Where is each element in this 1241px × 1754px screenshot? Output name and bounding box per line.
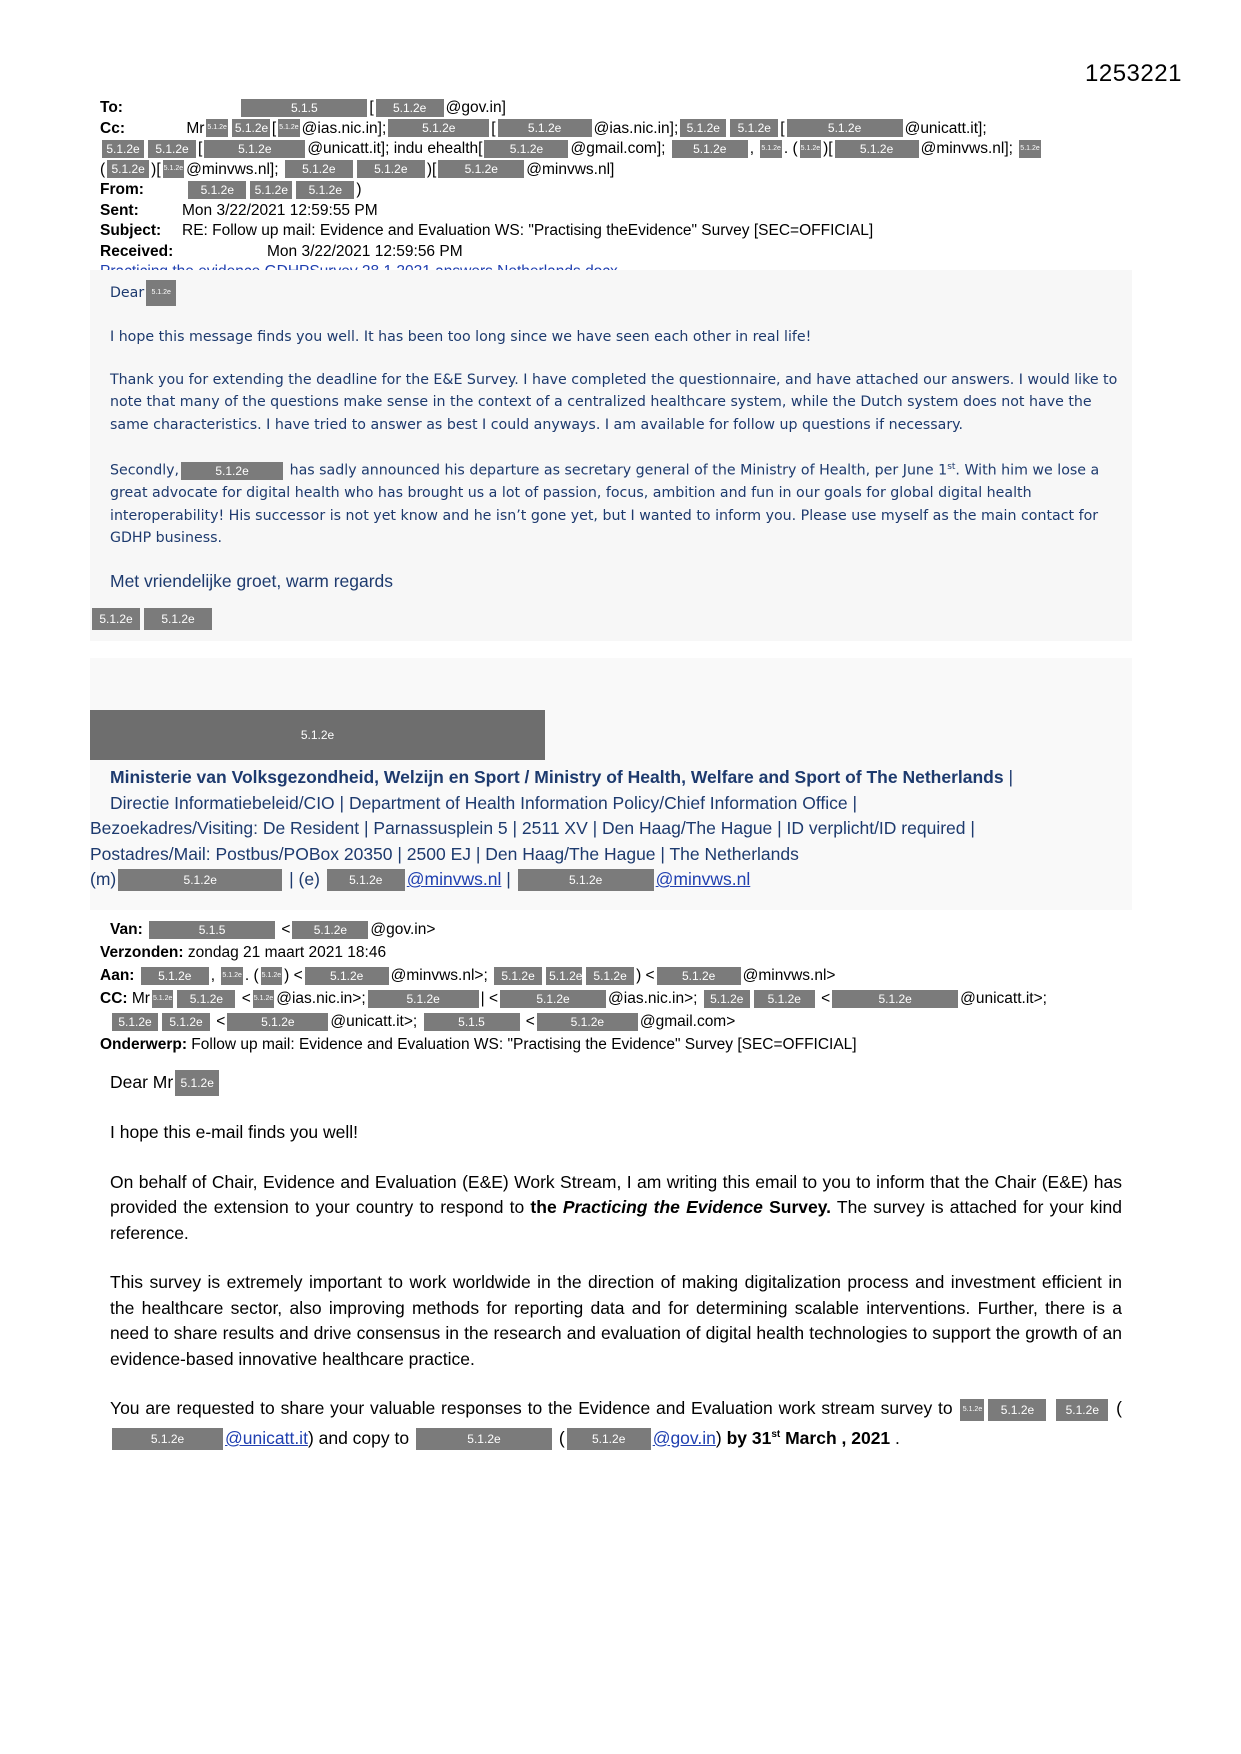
redaction-box: 5.1.2e [221, 967, 242, 985]
reply-paragraph [110, 456, 1132, 550]
redaction-box: 5.1.2e [546, 967, 582, 985]
original-paragraph: I hope this e-mail finds you well! [110, 1122, 359, 1143]
cc-row: CC: Mr 5.1.2e 5.1.2e < 5.1.2e @ias.nic.in>; 5.1.2e | < 5.1.2e @ias.nic.in>; 5.1.2e 5.1.2e < 5.1.2e @unicatt.it>; [100, 990, 1047, 1007]
to-label: To: [100, 99, 123, 116]
redaction-box: 5.1.2e [672, 140, 748, 158]
received-row [100, 242, 1140, 263]
survey-title: Practicing the Evidence [562, 1197, 763, 1218]
original-paragraph [110, 1170, 1122, 1247]
redaction-box: 5.1.2e [730, 119, 778, 137]
reply-paragraph: I hope this message finds you well. It has been too long since we have seen each other in real life! [110, 329, 812, 345]
email-label: | (e) [289, 869, 320, 889]
cc-row-3: ( 5.1.2e )[ 5.1.2e @minvws.nl]; 5.1.2e 5.1.2e )[ 5.1.2e @minvws.nl] [100, 160, 615, 178]
paragraph-text: The survey is attached for your kind reference. [110, 1197, 1122, 1243]
email-link[interactable]: @unicatt.it [225, 1427, 308, 1448]
cc-row: Cc: Mr 5.1.2e 5.1.2e [ 5.1.2e @ias.nic.in]; 5.1.2e [ 5.1.2e @ias.nic.in]; 5.1.2e 5.1.2e [ 5.1.2e @unicatt.it]; [100, 119, 1140, 140]
redaction-box: 5.1.2e [835, 140, 919, 158]
cc-address: @ias.nic.in>; [608, 990, 698, 1007]
paragraph-text: . With him we lose a great advocate for digital health who has brought us a lot of passion, focus, ambition and fun in our goals for global digital health interoperability! His successor is not yet know and he isn’t gone yet, but I wanted to inform you. Please use myself as the main contact for GDHP business. [110, 462, 1100, 547]
redaction-box: 5.1.2e [175, 1070, 219, 1096]
paragraph-text: Secondly, [110, 462, 180, 479]
redaction-box: 5.1.2e [102, 140, 144, 158]
original-paragraph: This survey is extremely important to work worldwide in the direction of making digitalization process and investment efficient in the healthcare sector, also improving methods for reporting data and for determining scalable interventions. Further, there is a need to share results and drive consensus in the research and evaluation of digital health technologies to support the growth of an evidence-based innovative healthcare practice. [110, 1272, 1122, 1369]
redaction-box: 5.1.2e [112, 1013, 158, 1031]
cc-salutation: Mr [131, 990, 150, 1007]
cc-address: @unicatt.it]; [904, 119, 987, 137]
redaction-box: 5.1.2e [494, 967, 542, 985]
redaction-box: 5.1.2e [376, 99, 444, 117]
redaction-box: 5.1.2e [988, 1399, 1046, 1421]
sent-label: Sent: [100, 201, 139, 219]
redaction-box: 5.1.5 [149, 921, 275, 939]
redaction-box: 5.1.2e [261, 967, 282, 985]
from-row: From: 5.1.2e 5.1.2e 5.1.2e ) [100, 180, 1140, 201]
redaction-box: 5.1.2e [787, 119, 903, 137]
subject-label: Subject: [100, 222, 162, 239]
redaction-box: 5.1.2e [232, 119, 270, 137]
redaction-box: 5.1.2e [107, 160, 149, 178]
redaction-box: 5.1.2e [90, 710, 545, 760]
onderwerp-label: Onderwerp: [100, 1036, 187, 1053]
redaction-box: 5.1.2e [92, 608, 140, 630]
cc-address: @gmail.com> [639, 1013, 736, 1030]
signature-text [90, 765, 1132, 893]
cc-address: @unicatt.it>; [330, 1013, 418, 1030]
onderwerp-value: Follow up mail: Evidence and Evaluation WS: "Practising the Evidence" Survey [SEC=OFFICIAL] [191, 1036, 857, 1053]
redaction-box: 5.1.2e [567, 1428, 651, 1450]
cc-address: @gmail.com]; [570, 140, 666, 157]
separator: | [1008, 767, 1014, 787]
separator: | [506, 869, 511, 889]
redaction-box: 5.1.2e [586, 967, 634, 985]
redaction-box: 5.1.2e [204, 140, 305, 158]
redaction-box: 5.1.2e [146, 280, 176, 306]
deadline-date: March , 2021 [785, 1427, 891, 1448]
redaction-box: 5.1.2e [118, 869, 282, 891]
postal-address: Postadres/Mail: Postbus/POBox 20350 | 2500 EJ | Den Haag/The Hague | The Netherlands [90, 843, 799, 864]
redaction-box: 5.1.2e [1056, 1399, 1108, 1421]
superscript: st [947, 462, 956, 472]
redaction-box: 5.1.2e [162, 1013, 210, 1031]
original-paragraph: You are requested to share your valuable responses to the Evidence and Evaluation work stream survey to 5.1.2e 5.1.2e 5.1.2e (5.1.2e @unicatt.it) and copy to 5.1.2e ( 5.1.2e @gov.in) by 31st March , 2021 . [110, 1396, 1122, 1451]
redaction-box: 5.1.2e [388, 119, 489, 137]
reply-paragraph: Thank you for extending the deadline for the E&E Survey. I have completed the questionnaire, and have attached our answers. I would like to note that many of the questions make sense in the context of a centralized healthcare system, while the Dutch system does not have the same characteristics. I have tried to answer as best I could anyways. I am available for follow up questions if necessary. [110, 371, 1118, 433]
email-link[interactable]: @gov.in [652, 1427, 716, 1448]
mobile-label: (m) [90, 869, 117, 889]
redaction-box: 5.1.2e [960, 1399, 984, 1421]
paragraph-text: . [895, 1427, 900, 1448]
reply-body [90, 270, 1132, 641]
van-row: Van: 5.1.5 < 5.1.2e @gov.in> [110, 921, 436, 938]
from-label: From: [100, 181, 144, 198]
to-row: To: 5.1.5 [ 5.1.2e @gov.in] [100, 98, 1140, 119]
redaction-box: 5.1.2e [500, 990, 606, 1008]
redaction-box: 5.1.2e [1019, 140, 1040, 158]
greeting-text: Dear Mr [110, 1072, 174, 1092]
redaction-box: 5.1.2e [285, 160, 353, 178]
bold-text: the [530, 1197, 557, 1218]
redaction-box: 5.1.2e [188, 181, 246, 199]
cc-address: @ias.nic.in]; [593, 119, 679, 137]
redaction-box: 5.1.2e [416, 1428, 552, 1450]
redaction-box: 5.1.2e [181, 462, 283, 480]
redaction-box: 5.1.2e [484, 140, 568, 158]
redaction-box: 5.1.2e [112, 1428, 223, 1450]
contact-line [90, 867, 1132, 893]
original-greeting [110, 1070, 1122, 1096]
redaction-box: 5.1.2e [278, 119, 299, 137]
redaction-box: 5.1.2e [148, 140, 196, 158]
email-link[interactable]: @minvws.nl [406, 869, 502, 889]
original-body [90, 1070, 1132, 1485]
redaction-box: 5.1.2e [438, 160, 524, 178]
redaction-box: 5.1.2e [368, 990, 479, 1008]
redaction-box: 5.1.2e [305, 967, 389, 985]
received-label: Received: [100, 242, 174, 260]
redaction-box: 5.1.2e [357, 160, 425, 178]
redaction-box: 5.1.2e [250, 181, 292, 199]
subject-value: RE: Follow up mail: Evidence and Evaluation WS: "Practising theEvidence" Survey [SEC=OFFICIAL] [182, 222, 874, 239]
ministry-name: Ministerie van Volksgezondheid, Welzijn en Sport / Ministry of Health, Welfare and Sport of The Netherlands [110, 767, 1004, 787]
paragraph-text: On behalf of Chair, Evidence and Evaluation (E&E) Work Stream, I am writing this email to you to inform that the Chair (E&E) has provided the extension to your country to respond to [110, 1171, 1122, 1218]
redaction-box: 5.1.2e [141, 967, 209, 985]
sent-value: Mon 3/22/2021 12:59:55 PM [182, 201, 378, 219]
received-value: Mon 3/22/2021 12:59:56 PM [267, 242, 463, 260]
redaction-box: 5.1.5 [241, 99, 367, 117]
superscript: st [771, 1428, 781, 1440]
paragraph-text: You are requested to share your valuable responses to the Evidence and Evaluation work stream survey to [110, 1398, 953, 1419]
redaction-box: 5.1.2e [657, 967, 741, 985]
forwarded-header [100, 918, 1140, 1056]
verzonden-value: zondag 21 maart 2021 18:46 [187, 944, 387, 961]
redaction-box: 5.1.2e [227, 1013, 328, 1031]
cc-address: @minvws.nl]; [186, 160, 279, 178]
cc-address: @minvws.nl]; [920, 140, 1013, 157]
email-header [100, 98, 1140, 283]
aan-address: @minvws.nl> [742, 967, 836, 984]
redaction-box: 5.1.5 [424, 1013, 520, 1031]
redaction-box: 5.1.2e [144, 608, 212, 630]
document-number: 1253221 [1085, 60, 1182, 87]
redaction-box: 5.1.2e [177, 990, 235, 1008]
paragraph-text: ) and copy to [307, 1427, 410, 1448]
redaction-box: 5.1.2e [537, 1013, 638, 1031]
bold-text: Survey. [769, 1197, 832, 1218]
department-line: Directie Informatiebeleid/CIO | Department of Health Information Policy/Chief Information Office | [110, 792, 858, 813]
cc-address: @ias.nic.in>; [276, 990, 366, 1007]
redaction-box: 5.1.2e [292, 921, 368, 939]
redaction-box: 5.1.2e [760, 140, 781, 158]
deadline-text: by 31 [726, 1427, 772, 1448]
cc-salutation: Mr [186, 119, 205, 137]
visiting-address: Bezoekadres/Visiting: De Resident | Parnassusplein 5 | 2511 XV | Den Haag/The Hague | ID verplicht/ID required | [90, 818, 975, 838]
redaction-box: 5.1.2e [832, 990, 958, 1008]
redaction-box: 5.1.2e [296, 181, 354, 199]
cc-row-2: 5.1.2e 5.1.2e < 5.1.2e @unicatt.it>; 5.1.5 < 5.1.2e @gmail.com> [100, 1010, 1140, 1033]
redaction-box: 5.1.2e [163, 160, 184, 178]
subject-row [100, 221, 1140, 242]
cc-address: @ias.nic.in]; [301, 119, 387, 137]
redaction-box: 5.1.2e [680, 119, 726, 137]
cc-address: @minvws.nl] [526, 160, 615, 178]
verzonden-label: Verzonden: [100, 944, 184, 961]
aan-label: Aan: [100, 967, 135, 984]
greeting-text: Dear [110, 285, 145, 301]
van-label: Van: [110, 921, 143, 938]
redaction-box: 5.1.2e [518, 869, 654, 891]
onderwerp-row [100, 1033, 1140, 1056]
aan-address: @minvws.nl>; [390, 967, 488, 984]
paragraph-text: has sadly announced his departure as secretary general of the Ministry of Health, per June 1 [289, 462, 948, 479]
cc-row-2: 5.1.2e 5.1.2e [ 5.1.2e @unicatt.it]; indu ehealth[ 5.1.2e @gmail.com]; 5.1.2e , 5.1.2e . ( 5.1.2e )[ 5.1.2e @minvws.nl]; 5.1.2e [100, 139, 1140, 160]
redaction-box: 5.1.2e [152, 990, 173, 1008]
cc-address: indu ehealth[ [393, 140, 483, 157]
verzonden-row [100, 941, 1140, 964]
cc-address: @unicatt.it]; [307, 140, 390, 157]
cc-label: Cc: [100, 119, 125, 137]
redaction-box: 5.1.2e [253, 990, 274, 1008]
redaction-box: 5.1.2e [327, 869, 405, 891]
sent-row [100, 201, 1140, 222]
reply-closing: Met vriendelijke groet, warm regards [110, 570, 394, 591]
van-address: @gov.in> [370, 921, 436, 938]
redaction-box: 5.1.2e [800, 140, 821, 158]
aan-row: Aan: 5.1.2e , 5.1.2e . ( 5.1.2e ) < 5.1.2e @minvws.nl>; 5.1.2e 5.1.2e 5.1.2e ) < 5.1.2e @minvws.nl> [100, 967, 836, 984]
sender-name [90, 608, 1132, 631]
email-link[interactable]: @minvws.nl [655, 869, 751, 889]
to-address-domain: @gov.in] [445, 99, 506, 116]
redaction-box: 5.1.2e [498, 119, 592, 137]
signature-block [90, 658, 1132, 910]
redaction-box: 5.1.2e [704, 990, 750, 1008]
cc-label: CC: [100, 990, 128, 1007]
reply-greeting [110, 280, 1132, 306]
cc-address: @unicatt.it>; [960, 990, 1047, 1007]
redaction-box: 5.1.2e [754, 990, 815, 1008]
redaction-box: 5.1.2e [206, 119, 227, 137]
